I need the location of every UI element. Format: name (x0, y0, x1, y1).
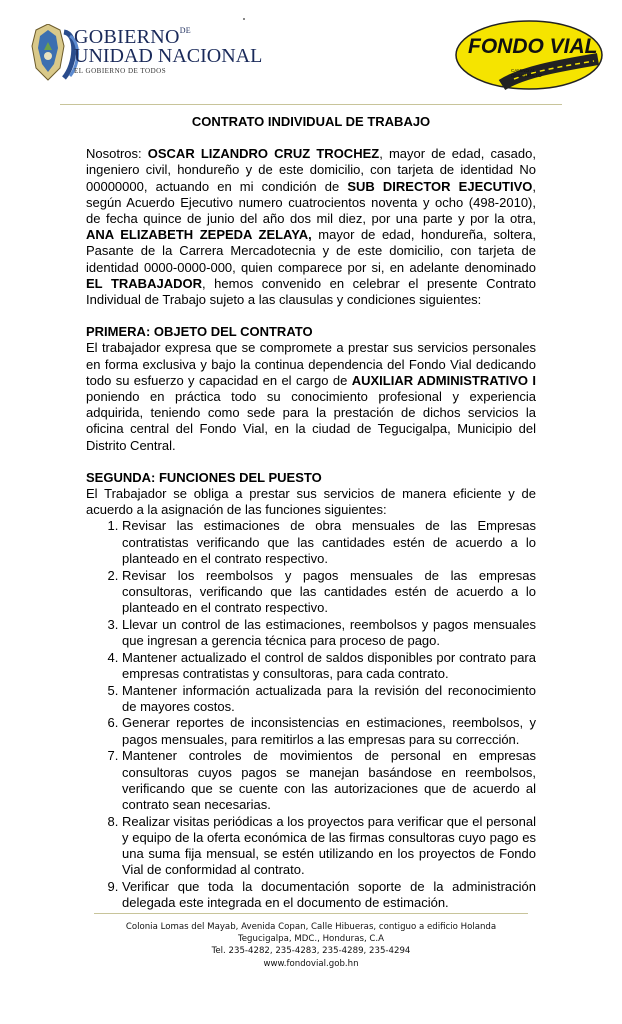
footer-line2: Tegucigalpa, MDC., Honduras, C.A (237, 934, 385, 945)
fv-name: FONDO VIAL (468, 35, 598, 58)
fondo-vial-logo (454, 19, 604, 91)
intro-text-4: mayor de edad, hondureña, soltera, Pasante de la Carrera Mercadotecnia y de este domicilio, con tarjeta de identidad 0000-0000-000, quien comparece por si, en adelante denominado (86, 227, 536, 275)
list-item: 9. Verificar que toda la documentación soporte de la administración delegada este integrada en el documento de estimación. (122, 879, 536, 911)
employer-role: SUB DIRECTOR EJECUTIVO (347, 178, 533, 194)
intro-text-5: , hemos convenido en celebrar el presente Contrato Individual de Trabajo sujeto a las clausulas y condiciones siguientes: (86, 275, 536, 308)
clause-segunda-heading: SEGUNDA: FUNCIONES DEL PUESTO (86, 469, 322, 485)
duties-list (86, 518, 536, 911)
footer-line3: Tel. 235-4282, 235-4283, 235-4289, 235-4294 (211, 946, 411, 957)
primera-text-1: El trabajador expresa que se compromete a prestar sus servicios personales en forma exclusiva y bajo la continua dependencia del Fondo Vial dedicando todo su esfuerzo y capacidad en el cargo de (86, 340, 536, 388)
scan-dot (243, 18, 245, 20)
gov-de: DE (179, 26, 191, 35)
clause-segunda-lead: El Trabajador se obliga a prestar sus servicios de manera eficiente y de acuerdo a la asignación de las funciones siguientes: (86, 486, 536, 518)
fv-tagline2: DESARROLLO (511, 73, 542, 78)
footer-divider (94, 913, 528, 914)
employee-name: ANA ELIZABETH ZEPEDA ZELAYA, (86, 227, 312, 243)
list-item: 7. Mantener controles de movimientos de personal en empresas consultoras cuyos pagos se manejan basándose en reembolsos, verificando que se cuente con las autorizaciones que de acuerdo al contrato sean necesarias. (122, 748, 536, 813)
clause-primera-heading: PRIMERA: OBJETO DEL CONTRATO (86, 324, 313, 340)
gov-line1: GOBIERNO (74, 26, 180, 48)
list-item: 8. Realizar visitas periódicas a los proyectos para verificar que el personal y equipo de la oferta económica de las firmas consultoras cuyo pago es una suma fija mensual, se estén utilizando en los proyectos de Fondo Vial de conformidad al contrato. (122, 814, 536, 879)
clause-primera-text (86, 340, 536, 453)
government-wordmark (74, 27, 262, 75)
list-item: 3. Llevar un control de las estimaciones, reembolsos y pagos mensuales que ingresan a gerencia técnica para proceso de pago. (122, 617, 536, 649)
primera-text-2: poniendo en práctica todo su conocimiento profesional y experiencia adquirida, teniendo como sede para la prestación de dichos servicios la oficina central del Fondo Vial, en la ciudad de Tegucigalpa, Municipio del Distrito Central. (86, 389, 536, 453)
employer-name: OSCAR LIZANDRO CRUZ TROCHEZ (147, 146, 380, 162)
footer-website: www.fondovial.gob.hn (263, 958, 359, 969)
intro-text-3: , según Acuerdo Ejecutivo numero cuatrocientos noventa y ocho (498-2010), de fecha quince de junio del año dos mil diez, por una parte y por la otra, (86, 178, 536, 227)
list-item: 2. Revisar los reembolsos y pagos mensuales de las empresas consultoras, verificando que las cantidades estén de acuerdo a lo planteado en el contrato respectivo. (122, 568, 536, 617)
list-item: 1. Revisar las estimaciones de obra mensuales de las Empresas contratistas verificando que las cantidades estén de acuerdo a lo planteado en el contrato respectivo. (122, 518, 536, 567)
list-item: 5. Mantener información actualizada para la revisión del reconocimiento de mayores costos. (122, 683, 536, 715)
contract-body (86, 114, 536, 912)
intro-text-2: , mayor de edad, casado, ingeniero civil, hondureño y de este domicilio, con tarjeta de identidad No 00000000, actuando en mi condición de (86, 146, 536, 194)
list-item: 4. Mantener actualizado el control de saldos disponibles por contrato para empresas contratistas y consultoras, para cada contrato. (122, 650, 536, 682)
fv-tagline1: CAMINO AL (511, 68, 536, 73)
gov-line3: EL GOBIERNO DE TODOS (74, 67, 167, 75)
footer-address (0, 921, 622, 970)
document-title: CONTRATO INDIVIDUAL DE TRABAJO (191, 114, 431, 129)
job-position: AUXILIAR ADMINISTRATIVO I (351, 372, 536, 388)
letterhead (0, 0, 622, 108)
footer-line1: Colonia Lomas del Mayab, Avenida Copan, Calle Hibueras, contiguo a edificio Holanda (125, 922, 497, 932)
list-item: 6. Generar reportes de inconsistencias en estimaciones, reembolsos, y pagos mensuales, para remitirlos a las empresas para su corrección. (122, 715, 536, 747)
intro-paragraph (86, 146, 536, 308)
intro-text-1: Nosotros: (86, 146, 148, 162)
header-divider (60, 104, 562, 105)
gov-line2: UNIDAD NACIONAL (74, 45, 263, 67)
employee-designation: EL TRABAJADOR (86, 275, 202, 291)
